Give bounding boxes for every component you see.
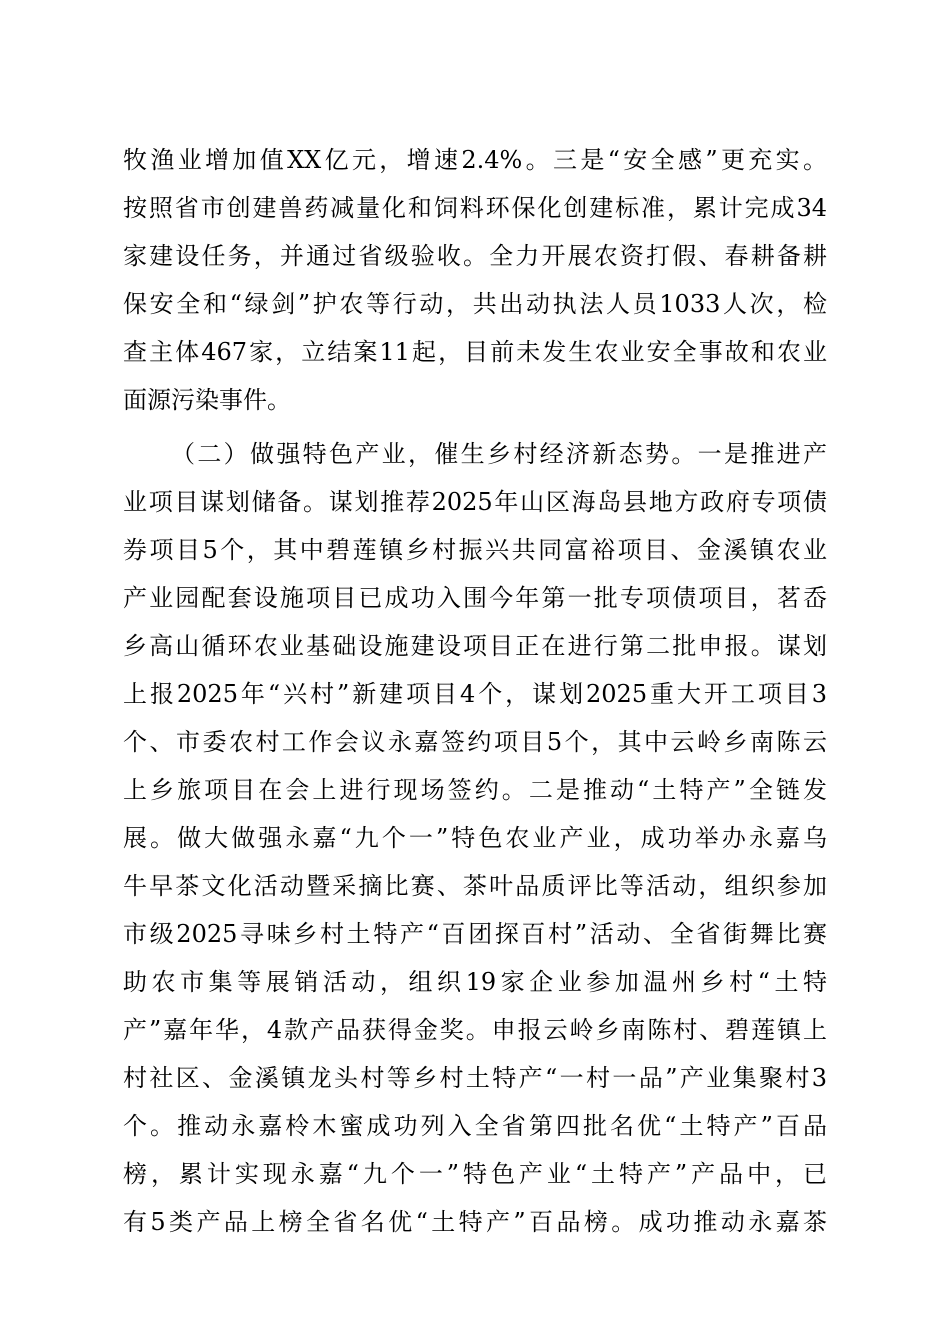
paragraph-line: 市级2025寻味乡村土特产“百团探百村”活动、全省街舞比赛: [123, 920, 827, 948]
paragraph-1: [123, 136, 827, 424]
paragraph-line: 个。推动永嘉柃木蜜成功列入全省第四批名优“土特产”百品: [123, 1112, 827, 1140]
paragraph-line: 个、市委农村工作会议永嘉签约项目5个，其中云岭乡南陈云: [123, 728, 827, 756]
paragraph-line: 产业园配套设施项目已成功入围今年第一批专项债项目，茗岙: [123, 584, 827, 612]
paragraph-line: 牧渔业增加值XX亿元，增速2.4%。三是“安全感”更充实。: [123, 146, 827, 174]
paragraph-line: 面源污染事件。: [123, 386, 291, 414]
paragraph-line: 上乡旅项目在会上进行现场签约。二是推动“土特产”全链发: [123, 776, 827, 804]
paragraph-line: 牛早茶文化活动暨采摘比赛、茶叶品质评比等活动，组织参加: [123, 872, 827, 900]
paragraph-line: 有5类产品上榜全省名优“土特产”百品榜。成功推动永嘉茶: [123, 1208, 827, 1236]
paragraph-line: 家建设任务，并通过省级验收。全力开展农资打假、春耕备耕: [123, 242, 827, 270]
paragraph-line: 保安全和“绿剑”护农等行动，共出动执法人员1033人次，检: [123, 290, 827, 318]
paragraph-line: 乡高山循环农业基础设施建设项目正在进行第二批申报。谋划: [123, 632, 827, 660]
paragraph-line: 业项目谋划储备。谋划推荐2025年山区海岛县地方政府专项债: [123, 488, 827, 516]
paragraph-line: 券项目5个，其中碧莲镇乡村振兴共同富裕项目、金溪镇农业: [123, 536, 827, 564]
paragraph-2: [123, 430, 827, 1246]
paragraph-line: 村社区、金溪镇龙头村等乡村土特产“一村一品”产业集聚村3: [123, 1064, 827, 1092]
paragraph-line: 榜，累计实现永嘉“九个一”特色产业“土特产”产品中，已: [123, 1160, 827, 1188]
paragraph-line: 上报2025年“兴村”新建项目4个，谋划2025重大开工项目3: [123, 680, 827, 708]
paragraph-line: 助农市集等展销活动，组织19家企业参加温州乡村“土特: [123, 968, 827, 996]
paragraph-line: 展。做大做强永嘉“九个一”特色农业产业，成功举办永嘉乌: [123, 824, 827, 852]
paragraph-line: 查主体467家，立结案11起，目前未发生农业安全事故和农业: [123, 338, 827, 366]
document-body: [123, 136, 827, 1246]
paragraph-heading-line: （二）做强特色产业，催生乡村经济新态势。一是推进产: [171, 440, 827, 468]
paragraph-line: 产”嘉年华，4款产品获得金奖。申报云岭乡南陈村、碧莲镇上: [123, 1016, 827, 1044]
paragraph-line: 按照省市创建兽药减量化和饲料环保化创建标准，累计完成34: [123, 194, 827, 222]
